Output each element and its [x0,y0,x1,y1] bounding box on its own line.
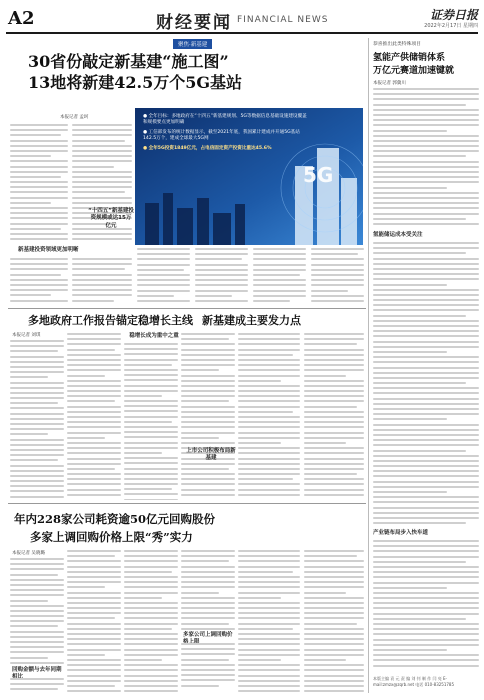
date-line: 2022年2月17日 星期四 [424,23,478,29]
photo-bullets [143,114,309,152]
bottom-col-2 [67,550,121,694]
section-title-en: FINANCIAL NEWS [237,15,329,25]
bottom-headline-line1: 年内228家公司耗资逾50亿元回购股份 [14,512,216,526]
page-credits: 本版主编 袁 元 责 编 刘 钊 制 作 闫 亮 E-mail:zmzx@zqrb.net 电话 010-83251785 [373,676,455,687]
right-headline-line2: 万亿元赛道加速键就 [373,66,455,76]
top-story-col-1 [10,124,68,244]
middle-col-3 [124,343,178,500]
top-story-col-5 [253,248,306,305]
middle-headline-right: 新基建成主要发力点 [202,314,301,327]
bottom-byline: 本报记者 吴晓璐 [12,551,45,556]
photo-bullet: ● 全年目标：多地政府在“十四五”新基建规划、5G等数据信息基础设施建设覆盖和规模要点更加明确 [143,114,307,126]
paper-logo: 证券日报 [429,8,478,22]
bottom-col-3 [124,550,178,694]
bottom-subhead-1: 回购金额与去年同期 [12,667,62,673]
right-col-body-1 [373,88,479,228]
top-story-col-3 [137,248,190,305]
middle-col-5 [238,333,300,500]
top-story-photo [135,108,363,245]
right-byline: 本报记者 郭冀川 [373,81,406,86]
bottom-subhead-2: 多家公司上调回购价 [183,632,233,638]
section-divider [8,308,366,309]
page-number: A2 [8,8,35,29]
middle-byline: 本报记者 刘琪 [12,333,41,338]
bottom-col-4b [181,643,235,694]
top-byline: 本报记者 孟珂 [60,115,89,120]
column-divider [368,38,369,693]
middle-col-1 [10,340,64,500]
section-title: 财经要闻 [156,13,232,33]
top-story-col-4 [195,248,248,305]
middle-col-6 [304,333,364,500]
photo-5g-label: 5G [303,163,334,187]
top-subhead-2: “十四五”新基建投资规模或达15万亿元 [88,208,134,229]
photo-bullet: ● 全年5G投资1849亿元，占电信固定资产投资比重达45.6% [143,145,272,151]
bottom-headline-line2: 多家上调回购价格上限“秀”实力 [30,530,193,544]
right-headline-line1: 氢能产供储销体系 [373,53,446,63]
top-headline-line1: 30省份敲定新基建“施工图” [28,52,229,71]
middle-subhead-2: 上市公司积极布局新基建 [186,448,236,462]
right-col-body-2 [373,242,479,527]
bottom-col-5 [238,550,300,694]
right-col-body-3 [373,540,479,672]
bottom-col-6 [304,550,364,694]
middle-col-2 [67,333,121,500]
middle-col-4 [181,333,235,500]
right-subhead-2: 产业链布局步入快车道 [373,530,429,536]
middle-headline-left: 多地政府工作报告锚定稳增长主线 [28,314,193,327]
bottom-col-1b [10,678,64,694]
right-subhead-1: 氢能储运成本受关注 [373,232,423,238]
right-kicker: 恭喜推出此类特殊项目 [373,42,421,47]
top-headline-line2: 13地将新建42.5万个5G基站 [28,73,243,92]
top-subhead-1: 新基建投资领域更加明晰 [18,247,79,253]
section-divider [8,503,366,504]
top-story-col-2b [72,258,132,305]
bottom-col-1 [10,558,64,666]
top-story-col-6 [311,248,364,305]
story-tag: 聚焦·新基建 [173,39,212,49]
middle-subhead-1: 稳增长成为重中之重 [129,333,179,339]
top-story-col-1b [10,258,68,305]
photo-bullet: ● 工信部发布的统计数据显示，截至2021年底，我国累计建成并开通5G基站142.5万个，建成全球最大5G网 [143,129,300,142]
masthead [6,4,478,34]
